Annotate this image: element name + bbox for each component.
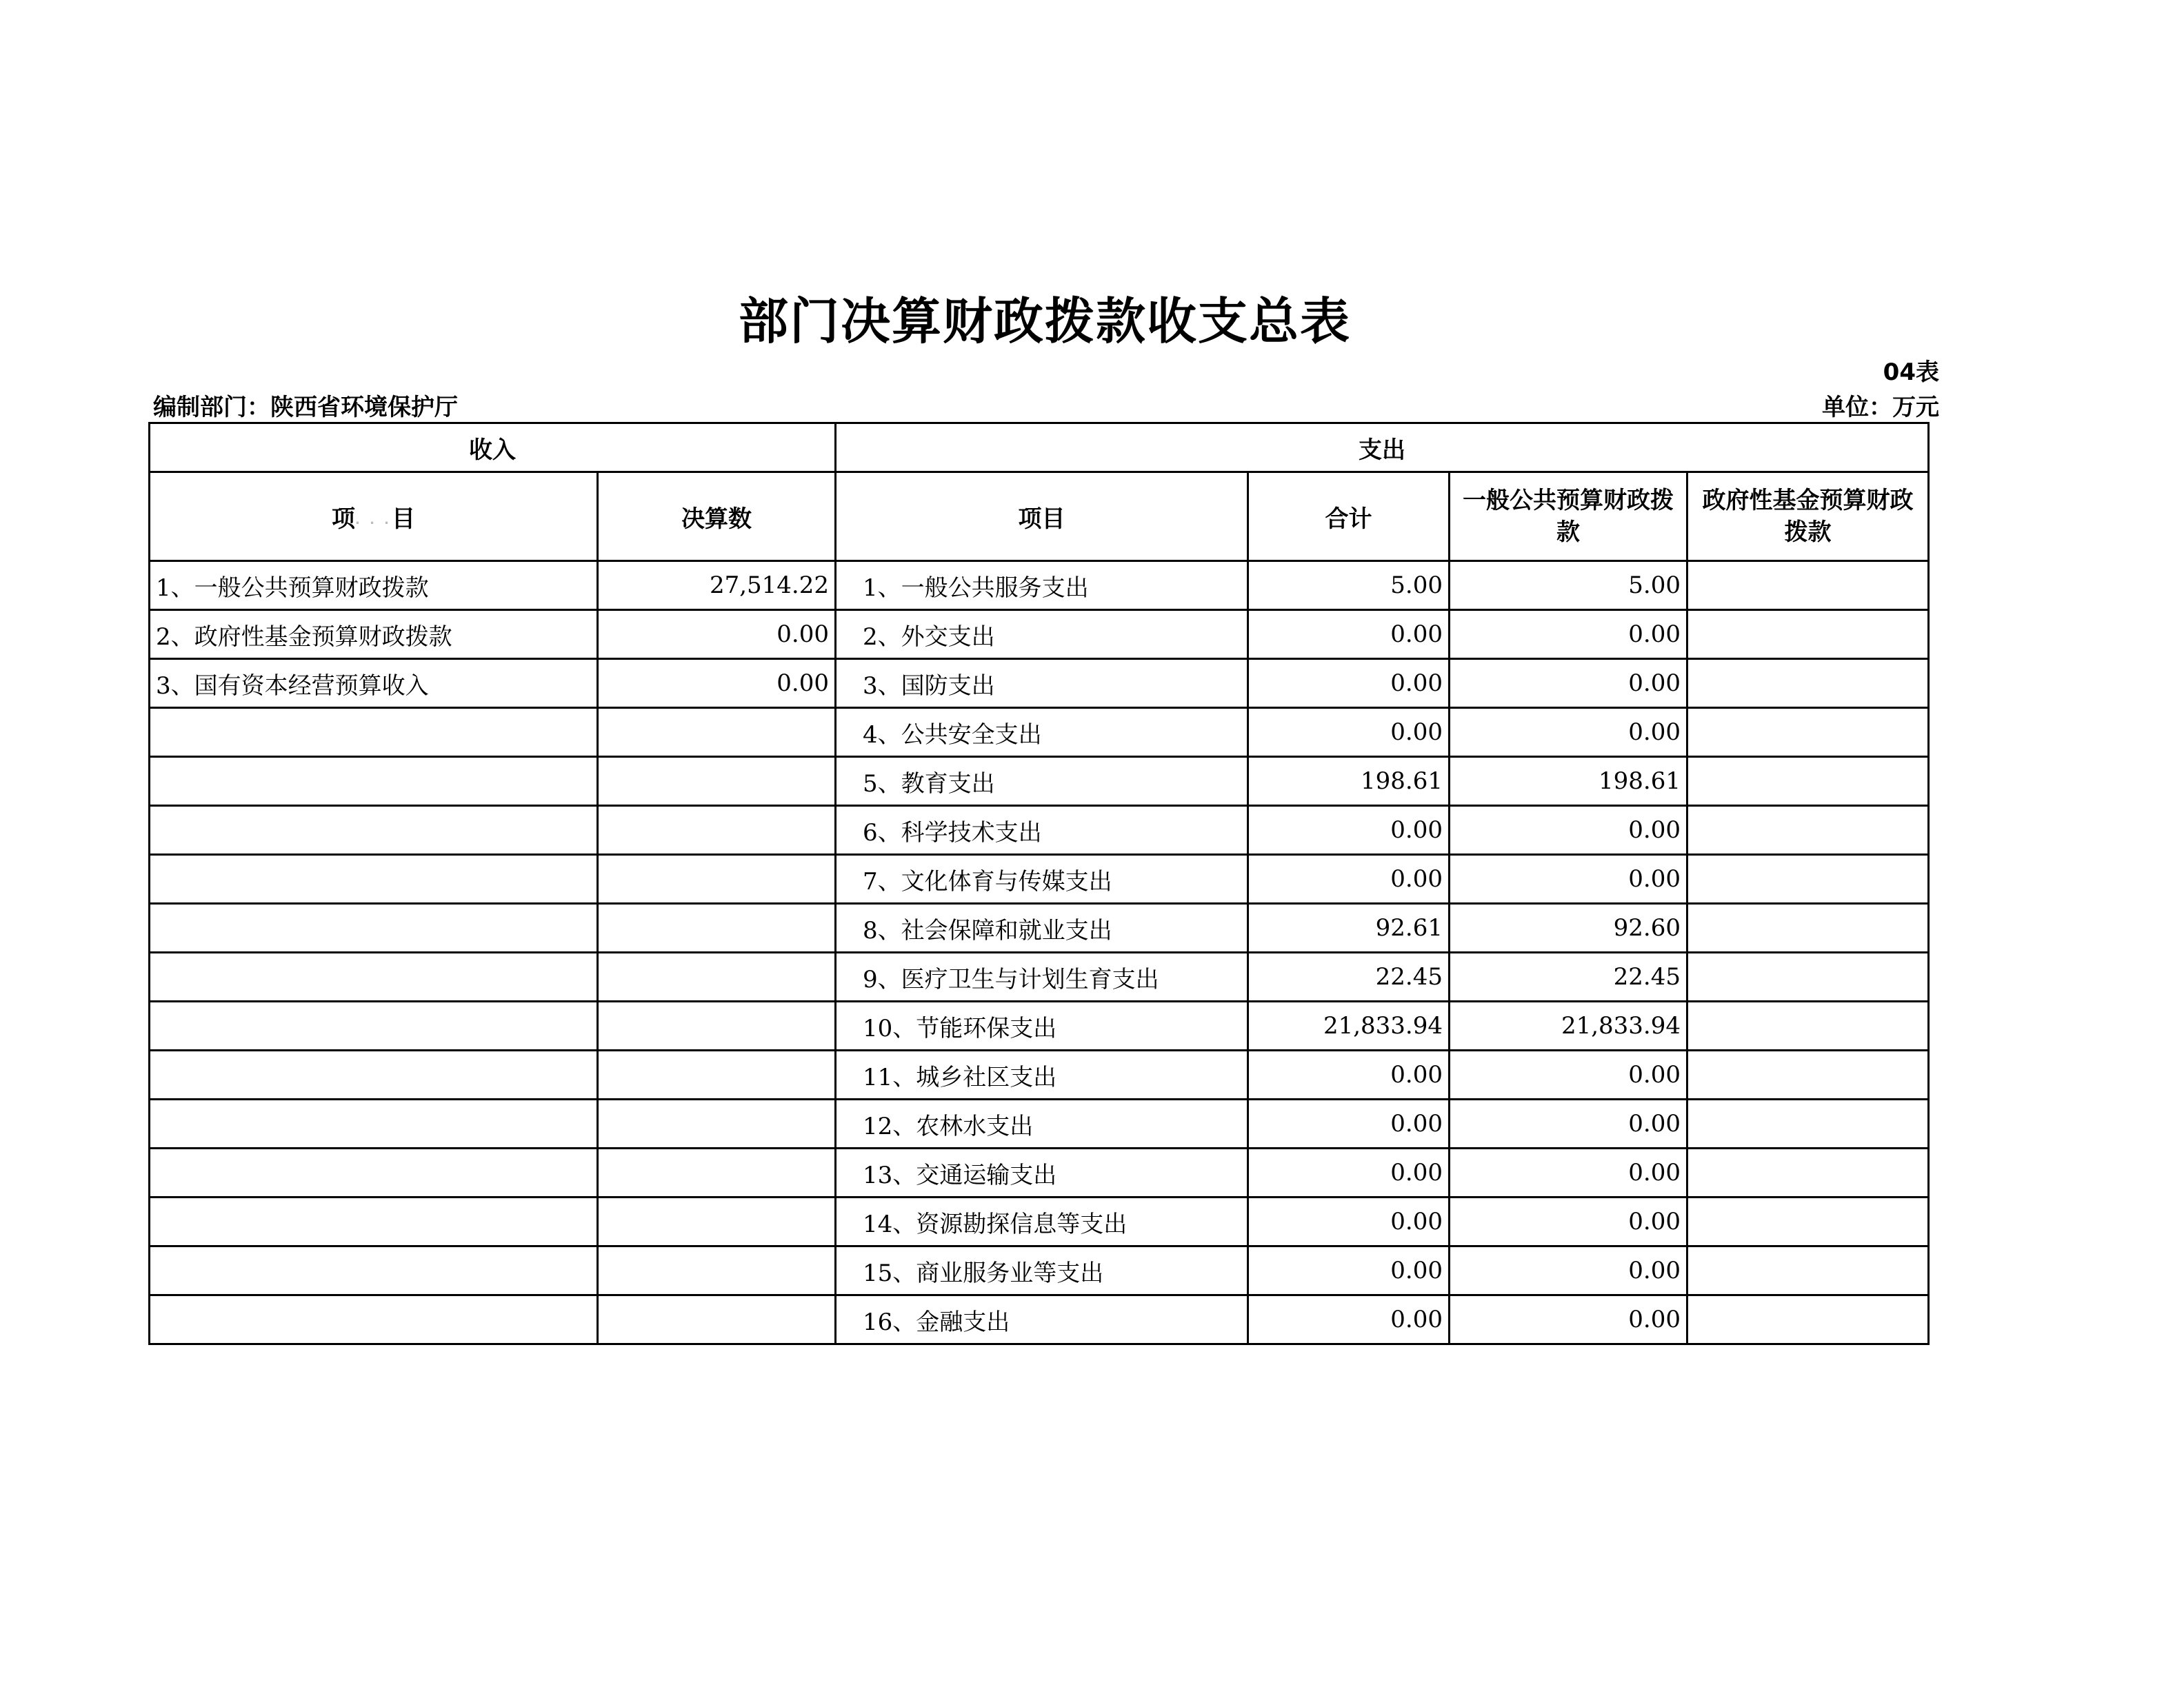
section-header-row [150,423,1929,472]
gov-fund-cell [1687,1198,1929,1246]
income-amount-cell [598,953,836,1002]
income-amount-cell [598,1149,836,1198]
total-cell: 0.00 [1248,659,1450,708]
income-amount-cell [598,1100,836,1149]
total-cell: 0.00 [1248,1100,1450,1149]
general-budget-cell: 0.00 [1450,1198,1687,1246]
expense-item-cell: 3、国防支出 [836,659,1248,708]
table-row [150,708,1929,757]
table-row [150,1198,1929,1246]
total-cell: 92.61 [1248,904,1450,953]
expense-item-cell: 15、商业服务业等支出 [836,1246,1248,1295]
expense-item-cell: 13、交通运输支出 [836,1149,1248,1198]
gov-fund-cell [1687,757,1929,806]
total-cell: 198.61 [1248,757,1450,806]
expense-item-header: 项目 [836,472,1248,561]
general-budget-cell: 5.00 [1450,561,1687,610]
income-amount-cell [598,1051,836,1100]
income-item-cell [150,953,598,1002]
gov-fund-cell [1687,708,1929,757]
total-cell: 5.00 [1248,561,1450,610]
total-cell: 21,833.94 [1248,1002,1450,1051]
income-item-cell [150,1198,598,1246]
table-row [150,1246,1929,1295]
general-budget-cell: 92.60 [1450,904,1687,953]
unit-label: 单位：万元 [1822,394,1939,421]
income-amount-cell [598,1198,836,1246]
table-row [150,1051,1929,1100]
expense-section-header: 支出 [836,423,1929,472]
table-row [150,904,1929,953]
expense-item-cell: 2、外交支出 [836,610,1248,659]
general-budget-cell: 0.00 [1450,1100,1687,1149]
income-amount-cell: 27,514.22 [598,561,836,610]
general-budget-cell: 22.45 [1450,953,1687,1002]
income-item-header: 项. . .目 [150,472,598,561]
page-title: 部门决算财政拨款收支总表 [738,292,1351,350]
table-row [150,1100,1929,1149]
total-cell: 0.00 [1248,708,1450,757]
table-row [150,1149,1929,1198]
table-row [150,806,1929,855]
total-cell: 0.00 [1248,1246,1450,1295]
table-row [150,855,1929,904]
income-amount-cell [598,855,836,904]
income-item-cell [150,757,598,806]
table-row [150,1295,1929,1344]
expense-item-cell: 6、科学技术支出 [836,806,1248,855]
expense-item-cell: 11、城乡社区支出 [836,1051,1248,1100]
general-budget-cell: 0.00 [1450,806,1687,855]
income-item-cell: 2、政府性基金预算财政拨款 [150,610,598,659]
income-item-cell: 1、一般公共预算财政拨款 [150,561,598,610]
fiscal-summary-table [148,422,1930,1345]
gov-fund-cell [1687,659,1929,708]
table-row [150,610,1929,659]
gov-fund-cell [1687,1002,1929,1051]
expense-item-cell: 16、金融支出 [836,1295,1248,1344]
gov-fund-cell [1687,1149,1929,1198]
compiling-department: 编制部门：陕西省环境保护厅 [153,394,458,421]
total-cell: 0.00 [1248,806,1450,855]
income-amount-cell [598,806,836,855]
table-row [150,561,1929,610]
income-amount-cell [598,1246,836,1295]
table-number: 04表 [1883,358,1939,386]
general-budget-cell: 0.00 [1450,855,1687,904]
general-budget-cell: 0.00 [1450,610,1687,659]
total-cell: 0.00 [1248,1149,1450,1198]
income-amount-cell [598,904,836,953]
total-header: 合计 [1248,472,1450,561]
expense-item-cell: 14、资源勘探信息等支出 [836,1198,1248,1246]
general-budget-cell: 21,833.94 [1450,1002,1687,1051]
expense-item-cell: 9、医疗卫生与计划生育支出 [836,953,1248,1002]
gov-fund-cell [1687,610,1929,659]
income-item-cell [150,708,598,757]
income-section-header: 收入 [150,423,836,472]
income-item-cell: 3、国有资本经营预算收入 [150,659,598,708]
income-item-cell [150,1149,598,1198]
general-budget-cell: 0.00 [1450,1149,1687,1198]
gov-fund-cell [1687,1246,1929,1295]
gov-fund-cell [1687,1295,1929,1344]
total-cell: 0.00 [1248,1295,1450,1344]
expense-item-cell: 10、节能环保支出 [836,1002,1248,1051]
general-budget-cell: 0.00 [1450,1051,1687,1100]
income-amount-cell [598,708,836,757]
gov-fund-cell [1687,1051,1929,1100]
expense-item-cell: 4、公共安全支出 [836,708,1248,757]
income-item-cell [150,1246,598,1295]
gov-fund-cell [1687,855,1929,904]
expense-item-cell: 8、社会保障和就业支出 [836,904,1248,953]
income-item-cell [150,1295,598,1344]
general-budget-cell: 0.00 [1450,1295,1687,1344]
total-cell: 0.00 [1248,855,1450,904]
gov-fund-cell [1687,953,1929,1002]
gov-fund-cell [1687,561,1929,610]
income-amount-cell [598,1295,836,1344]
income-amount-header: 决算数 [598,472,836,561]
income-item-cell [150,1002,598,1051]
income-amount-cell [598,757,836,806]
expense-item-cell: 1、一般公共服务支出 [836,561,1248,610]
table-row [150,953,1929,1002]
expense-item-cell: 12、农林水支出 [836,1100,1248,1149]
total-cell: 0.00 [1248,610,1450,659]
income-amount-cell [598,1002,836,1051]
expense-item-cell: 5、教育支出 [836,757,1248,806]
column-header-row [150,472,1929,561]
gov-fund-cell [1687,904,1929,953]
income-amount-cell: 0.00 [598,659,836,708]
table-row [150,757,1929,806]
income-item-cell [150,1051,598,1100]
table-row [150,1002,1929,1051]
income-item-cell [150,904,598,953]
general-budget-cell: 0.00 [1450,659,1687,708]
gov-fund-cell [1687,806,1929,855]
gov-fund-cell [1687,1100,1929,1149]
total-cell: 22.45 [1248,953,1450,1002]
expense-item-cell: 7、文化体育与传媒支出 [836,855,1248,904]
total-cell: 0.00 [1248,1198,1450,1246]
general-budget-header: 一般公共预算财政拨款 [1450,472,1687,561]
total-cell: 0.00 [1248,1051,1450,1100]
general-budget-cell: 0.00 [1450,708,1687,757]
gov-fund-header: 政府性基金预算财政拨款 [1687,472,1929,561]
table-row [150,659,1929,708]
income-amount-cell: 0.00 [598,610,836,659]
general-budget-cell: 198.61 [1450,757,1687,806]
income-item-cell [150,855,598,904]
income-item-cell [150,1100,598,1149]
income-item-cell [150,806,598,855]
general-budget-cell: 0.00 [1450,1246,1687,1295]
